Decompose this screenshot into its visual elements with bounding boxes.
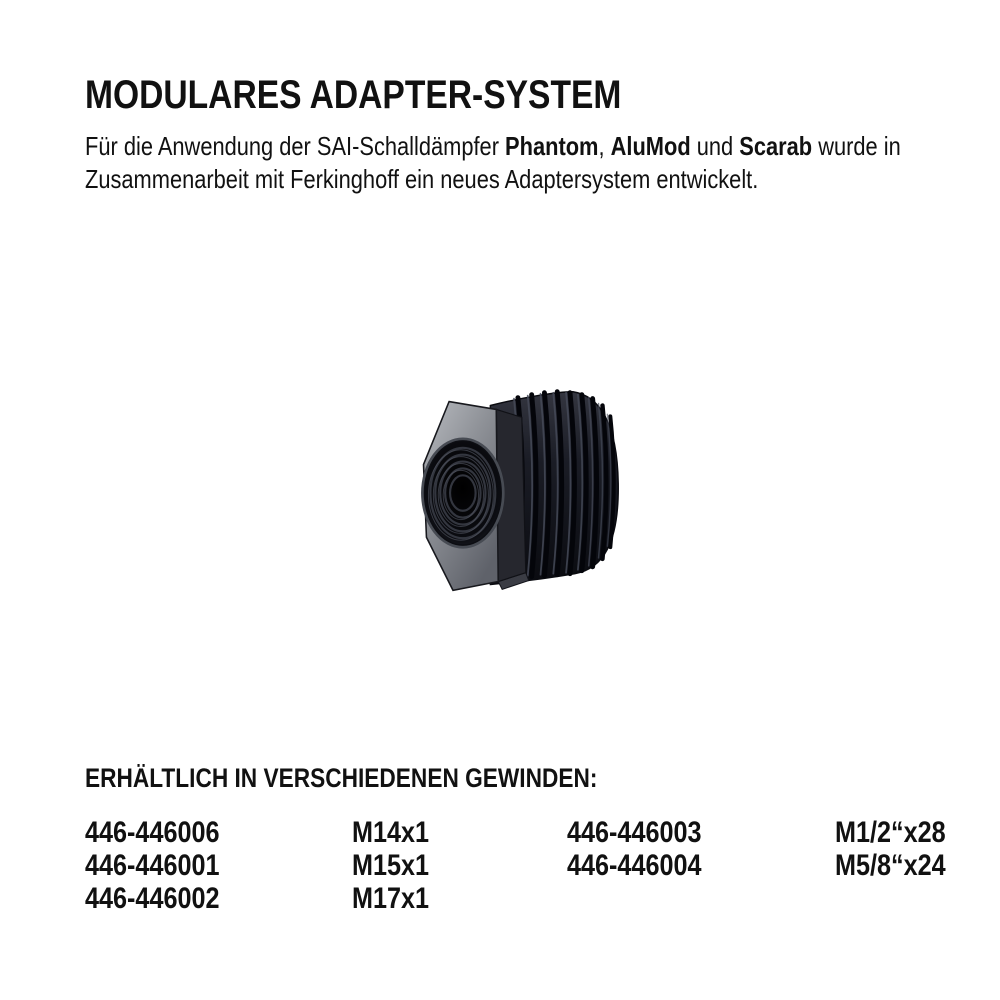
thread-table <box>85 816 967 915</box>
thread-value: M5/8“x24 <box>835 849 946 882</box>
empty-cell <box>567 882 835 915</box>
thread-cell <box>352 816 567 849</box>
sku-value: 446-446002 <box>85 882 220 915</box>
intro-segment: und <box>690 131 740 161</box>
page-title <box>85 74 724 116</box>
thread-value: M14x1 <box>352 816 430 849</box>
product-name-phantom: Phantom <box>505 131 599 161</box>
sku-value: 446-446004 <box>567 849 702 882</box>
thread-cell <box>835 816 967 849</box>
thread-cell <box>835 849 967 882</box>
sku-value: 446-446001 <box>85 849 220 882</box>
product-name-alumod: AluMod <box>610 131 691 161</box>
thread-cell <box>352 849 567 882</box>
sku-cell <box>85 816 352 849</box>
sku-cell <box>85 882 352 915</box>
thread-value: M17x1 <box>352 882 430 915</box>
section-heading <box>85 762 695 795</box>
thread-value: M1/2“x28 <box>835 816 946 849</box>
sku-value: 446-446006 <box>85 816 220 849</box>
product-image <box>394 380 630 610</box>
intro-segment: wurde in Zusammenarbeit mit Ferkinghoff ein neues Adaptersystem entwickelt. <box>85 131 901 194</box>
intro-segment: Für die Anwendung der SAI-Schalldämpfer <box>85 131 506 161</box>
sku-cell <box>567 849 835 882</box>
intro-segment: , <box>598 131 611 161</box>
page-title-text: MODULARES ADAPTER-SYSTEM <box>85 73 622 117</box>
section-heading-text: ERHÄLTLICH IN VERSCHIEDENEN GEWINDEN: <box>85 763 598 793</box>
sku-value: 446-446003 <box>567 816 702 849</box>
empty-cell <box>835 882 967 915</box>
threaded-hole <box>423 439 504 547</box>
intro-paragraph <box>85 130 950 196</box>
sku-cell <box>85 849 352 882</box>
thread-cell <box>352 882 567 915</box>
product-name-scarab: Scarab <box>739 131 813 161</box>
thread-value: M15x1 <box>352 849 430 882</box>
thread-adapter-illustration <box>394 380 630 610</box>
sku-cell <box>567 816 835 849</box>
